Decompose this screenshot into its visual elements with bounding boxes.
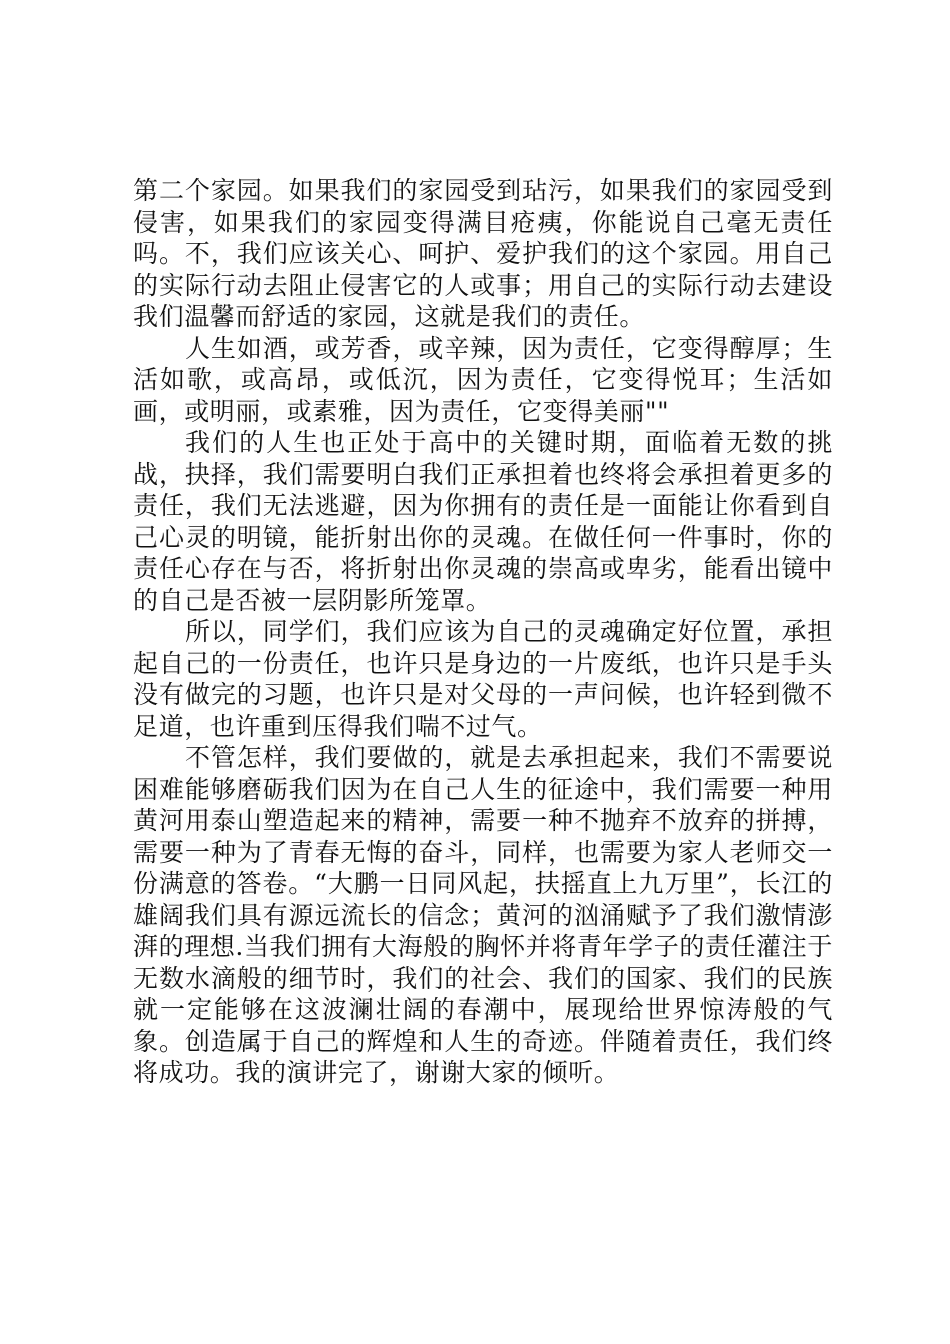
paragraph-high-school-period: 我们的人生也正处于高中的关键时期，面临着无数的挑战，抉择，我们需要明白我们正承担着也终将会承担着更多的责任，我们无法逃避，因为你拥有的责任是一面能让你看到自己心灵的明镜，能折射出你的灵魂。在做任何一件事时，你的责任心存在与否，将折射出你灵魂的崇高或卑劣，能看出镜中的自己是否被一层阴影所笼罩。: [133, 428, 833, 615]
paragraph-continuation: 第二个家园。如果我们的家园受到玷污，如果我们的家园受到侵害，如果我们的家园变得满目疮痍，你能说自己毫无责任吗。不，我们应该关心、呵护、爱护我们的这个家园。用自己的实际行动去阻止侵害它的人或事；用自己的实际行动去建设我们温馨而舒适的家园，这就是我们的责任。: [133, 176, 833, 331]
paragraph-so-classmates: 所以，同学们，我们应该为自己的灵魂确定好位置，承担起自己的一份责任，也许只是身边的一片废纸，也许只是手头没有做完的习题，也许只是对父母的一声问候，也许轻到微不足道，也许重到压得我们喘不过气。: [133, 617, 833, 741]
paragraph-conclusion: 不管怎样，我们要做的，就是去承担起来，我们不需要说困难能够磨砺我们因为在自己人生的征途中，我们需要一种用黄河用泰山塑造起来的精神，需要一种不抛弃不放弃的拼搏，需要一种为了青春无悔的奋斗，同样，也需要为家人老师交一份满意的答卷。“大鹏一日同风起，扶摇直上九万里”，长江的雄阔我们具有源远流长的信念；黄河的汹涌赋予了我们激情澎湃的理想.当我们拥有大海般的胸怀并将青年学子的责任灌注于无数水滴般的细节时，我们的社会、我们的国家、我们的民族就一定能够在这波澜壮阔的春潮中，展现给世界惊涛般的气象。创造属于自己的辉煌和人生的奇迹。伴随着责任，我们终将成功。我的演讲完了，谢谢大家的倾听。: [133, 743, 833, 1087]
speech-body: [133, 175, 833, 1089]
paragraph-life-like-wine: 人生如酒，或芳香，或辛辣，因为责任，它变得醇厚；生活如歌，或高昂，或低沉，因为责任，它变得悦耳；生活如画，或明丽，或素雅，因为责任，它变得美丽"": [133, 333, 833, 426]
